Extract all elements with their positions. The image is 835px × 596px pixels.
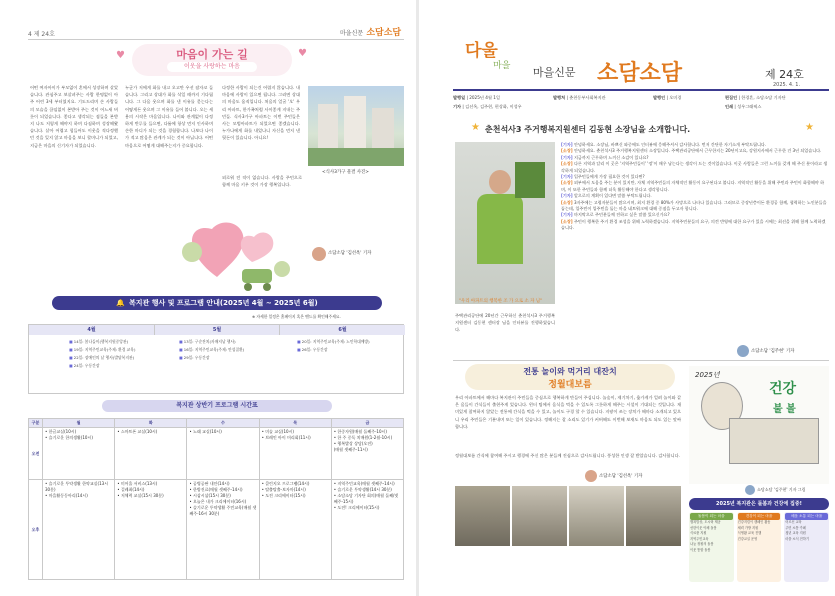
masthead-brand: 소담소담: [597, 61, 683, 86]
focus-col: 돌봄이 되는 마을 행복밥상, 도시락 제공 선한이웃 야채 돌봄 식료품 지원 지역주민교육 나눔 정원의 돌봄 이웃 통합 돌봄: [689, 512, 734, 582]
reporter-avatar: [312, 247, 326, 261]
focus-col: 건강이 되는 마을 건강지킴이 캠페인 활동 체력 가방 지원 식생활 교육 진행 건강교실 운영: [737, 512, 782, 582]
focus-col: 배움 소통 되는 마을 어르신 교육 주민 소통 카페 청년 교육 지원 마을 소식 전하기: [784, 512, 829, 582]
tt-cell: • 한중자원(매월 둘째주-10시) • 한 주 중독 치매원(1-2월-10시) • 행복밥상 상담(오전) (매월 셋째주-11시): [331, 428, 403, 480]
focus-banner: 2025년 복지관은 돌봄과 건강에 집중!: [689, 498, 829, 510]
festival-subtitle: 정월대보름: [548, 380, 592, 390]
interview-headline: 춘천석사3 주거행복지원센터 김동현 소장님을 소개합니다.: [485, 125, 691, 134]
tt-head: 월: [43, 419, 115, 428]
right-page: 다울 마을 마을신문 소담소담 제 24호 2025. 4. 1. 발행일 | 2025년 4월 1일 발행처 | 춘천동부사회복지관 발행인 | 오미경 편집인 | 한경흔, 소담소담 기자단 기자 | 김선옥, 김주현, 편상화, 이성우 인쇄 | 성우그래픽스 춘천석사3 주거행복지원센터 김동현 소장님을 소개합니다. ★ ★ "우리 아파트의 행복한 조 가 으로 소 자 님" 주택관리공단에 20년간 근무하신 춘천석사3 주거행복지원센터 김동현 센터장 님을 인터뷰를 진행하였습니다. [기자] 안녕하세요. 소장님, 바쁘신 와중에도 인터뷰에 응해주셔서 감사합니다. 먼저 간단한 자기소개 부탁드립니다. [소장] 안녕하세요. 춘천석사3 주거행복지원센터 소장입니다. 주택관리공단에서 근무한지는 20년이고요, 강원지사에서 근무한 건 3년 되었습니다. [기자] 지금까지 근무하며 느끼신 소감이 있나요? [소장] 다른 지역과 달리 이 곳은 '지역주민들이' '정'이 매우 남는다는 생각이 드는 것이었습니다. 이곳 사람들은 그런 느끼를 갖게 해 주신 분이라고 생각하게 되었습니다. [기자] 입주민들에게 가장 필요한 것이 있다면? [소장] 외부에서 도움을 주는 분이 있지만, 자체 지역주민들의 자체적인 활동이 요구된다고 봅니다. 지역적인 활동을 위해 주민과 주민이 화합해야 하며, 이 또한 주민들과 함께 더욱 활동해야 한다고 생각합니다. [기자] 앞으로의 계획이 있다면 말씀 부탁드립니다. [소장] 3자주에는 고령자분들이 많으시며, 최저 환경 중 80%가 사망으로 나타나 있습니다. 그러므로 중장년층이든 환경공 함께, 협력하는 노인분들을 돕는데, 입주민이 입주민을 돕는 마을 네트워크에 대해 중점을 두고자 합니다. [기자] 마지막으로 주민분들께 전하고 싶은 말씀 있으신가요? [소장] 주민이 행복한 주거 환경 조성을 위해 노력하겠습니다. 지역주민분들의 요구, 의견 반영에 대한 요구가 있을 시에는 최선을 위해 함께 노력하겠습니다. 소담소담 '김주현' 기자 전통 놀이와 먹거리 대잔치 정월대보름 우리 아파트에서 해마다 복지관이 주민들을 중심으로 행복하게 만들어 주십니다. 놀숲이, 제기차기, 윷가게가 얼려 놀이와 같은 음들이 간식들이 출현주게 었습니다. 윈터 팀에서 음식을 먹을 수 있도록 그릇하게 해주는 시설이 기대되는 것입니다. 재미있게 참여하지 않았는 전통에 간식을 먹을 수 있고, 놀이도 구경 할 수 있습니다. 지팡이 쓰는 장치가 해마다 소개되고 있으니 우리 주민들은 기분내며 또는 일이 있습니다. 정해지는 잘 소리도 있기가 커버해도 이번해 보재도 마음도 되도 있는 앗싸 합니다. 정월대보름 간식에 참여해 주시고 행경에 주신 많은 분들께 진심으로 감사드립니다. 풍성한 인생 잘 받았습니다. 감사합니다. 소담소담 '김선옥' 기자 2025년 건강 불 볼 소담소담 '김주현' 기자 그림 2025년 복지관은 돌봄과 건강에 집중! 돌봄이 되는 마을 행복밥상, 도시락 제공 선한이웃 야채 돌봄 식료품 지원 지역주민교육 나눔 정원의 돌봄 이웃 통합 돌봄 건강이 되는 마을 건강지킴이 캠페인 활동 체력 가방 지원 식생활 교육 진행 건강교실 운영 배움 소통 되는 마을 어르신 교육 주민 소통 카페 청년 교육 지원 마을 소식 전하기: [445, 22, 833, 588]
tt-head: 화: [115, 419, 187, 428]
issue-number: 제 24호: [765, 68, 804, 81]
interview-photo: [455, 142, 555, 304]
poster-year: 2025년: [695, 371, 720, 379]
article-title-box: [132, 44, 292, 76]
tt-cell: • 노래 교실(10시): [187, 428, 259, 480]
article-col-2: 누군가 저에게 화를 내고 오고만 우선 잠자코 들습니다. 그리고 상대가 화를 삭일 때까지 기다립니다. 그 다음 웃으며 화를 낸 이유를 묻는다는 어떻게든 웃으며 그 이유를 들어 봅니다. 오는 세용의 시작은 마음입니다. 나이와 관계없이 다정하게 반루를 들으면, 다툼에 항상 먼저 인사하며 손한 마디가 되는 것을 경험합니다. 나보다 나이가 적고 많음은 관계가 되는 것이 아닙니다. 어떤 마음으로 어떻게 대해주는지가 중요합니다.: [125, 85, 213, 148]
timetable-title: 복지관 상반기 프로그램 시간표: [102, 400, 332, 412]
header-logo: 마을신문 소담소담: [340, 28, 402, 38]
tt-cell: • 한글교실(10시) • 슬기로운 한의생활(10시): [43, 428, 115, 480]
bell-icon: 🔔: [116, 299, 126, 307]
interview-photo-caption: "우리 아파트의 행복한 조 가 으로 소 자 님": [459, 299, 543, 304]
tt-cell: • 슬기로운 투약생활 한약교실(13시 30분) • 마을활동동아리(14시): [43, 480, 115, 580]
month-header: 5월: [154, 325, 279, 335]
poster-subtitle: 불 볼: [773, 404, 796, 415]
masthead-rule: [453, 89, 829, 91]
tt-cell: • 클린지오 프로그램(14시) • 탈출탈출-보자마(14시) • 도전 크리에이터(15시): [259, 480, 331, 580]
center-gutter: [416, 0, 419, 596]
left-page: [22, 22, 410, 588]
festival-photos: [455, 486, 681, 546]
interview-intro: 주택관리공단에 20년간 근무하신 춘천석사3 주거행복지원센터 김동현 센터장 님을 인터뷰를 진행하였습니다.: [455, 313, 555, 333]
apartment-photo: [308, 86, 404, 166]
poster-title: 건강: [769, 381, 797, 397]
tt-row-label: 오후: [29, 480, 43, 580]
tt-head: 금: [331, 419, 403, 428]
photo-caption: <식사3가구 물결 사진>: [322, 170, 369, 175]
month-header: 4월: [29, 325, 154, 335]
star-icon: ★: [805, 122, 814, 133]
masthead-title: 마을신문: [533, 66, 576, 79]
tt-head: 수: [187, 419, 259, 428]
reporter-avatar: [737, 345, 749, 357]
article-col-3: 다정한 사람이 되는건 어렵지 않습니다. 내 마음에 사랑이 있으면 됩니다. 그러면 상대의 마음도 움직입니다. 처음의 얼굴 '오' 우리 아파트, 한가족처럼 사이좋게 지내는 주민들. 식사3가구 아파트는 이번 주민들은 사는 모범아파트가 되었으면 좋겠습니다. 누가나에게 화를 내었나니 자신을 먼저 낸 뒷돈이 있습니다. 아니요!: [222, 85, 300, 141]
interview-qa: [기자] 안녕하세요. 소장님, 바쁘신 와중에도 인터뷰에 응해주셔서 감사합니다. 먼저 간단한 자기소개 부탁드립니다. [소장] 안녕하세요. 춘천석사3 주거행복지원센터 소장입니다. 주택관리공단에서 근무한지는 20년이고요, 강원지사에서 근무한 건 3년 되었습니다. [기자] 지금까지 근무하며 느끼신 소감이 있나요? [소장] 다른 지역과 달리 이 곳은 '지역주민들이' '정'이 매우 남는다는 생각이 드는 것이었습니다. 이곳 사람들은 그런 느끼를 갖게 해 주신 분이라고 생각하게 되었습니다. [기자] 입주민들에게 가장 필요한 것이 있다면? [소장] 외부에서 도움을 주는 분이 있지만, 자체 지역주민들의 자체적인 활동이 요구된다고 봅니다. 지역적인 활동을 위해 주민과 주민이 화합해야 하며, 이 또한 주민들과 함께 더욱 활동해야 한다고 생각합니다. [기자] 앞으로의 계획이 있다면 말씀 부탁드립니다. [소장] 3자주에는 고령자분들이 많으시며, 최저 환경 중 80%가 사망으로 나타나 있습니다. 그러므로 중장년층이든 환경공 함께, 협력하는 노인분들을 돕는데, 입주민이 입주민을 돕는 마을 네트워크에 대해 중점을 두고자 합니다. [기자] 마지막으로 주민분들께 전하고 싶은 말씀 있으신가요? [소장] 주민이 행복한 주거 환경 조성을 위해 노력하겠습니다. 지역주민분들의 요구, 의견 반영에 대한 요구가 있을 시에는 최선을 위해 함께 노력하겠습니다.: [561, 142, 828, 231]
tt-cell: • 공병공판 내안(14시) • 한방진료(매월 셋째주-14시) • 시삼시삼(15시 30분) • 오늘은 내가 크리에이터(16시) • 슬기로운 투약생활 주민교육(매월 셋째주-16시 30분): [187, 480, 259, 580]
reporter-credit: 소담소담 '김주현' 기자: [751, 349, 795, 354]
events-table: [28, 324, 404, 394]
reporter-avatar: [745, 485, 755, 495]
tt-cell: • 미술 교실(10시) • 브레인 아이 머리회(11시): [259, 428, 331, 480]
timetable: [28, 418, 404, 580]
reporter-avatar: [585, 470, 597, 482]
reporter-credit: 소담소담 '김선옥' 기자: [328, 251, 372, 256]
tt-row-label: 오전: [29, 428, 43, 480]
heart-icon: ♥: [116, 50, 125, 61]
issue-date: 2025. 4. 1.: [773, 82, 801, 88]
april-events: ■ 14일: 봄나들이(행복지원중앙관) ■ 19일: 지역주민교육(주제: 환경 교육) ■ 22일: 장애인의 날 행사(발달복지관) ■ 24일: 우동간장: [69, 339, 136, 368]
focus-columns: [689, 512, 829, 582]
tt-head: 목: [259, 419, 331, 428]
poster-illustration: [689, 366, 829, 484]
festival-text: 우리 아파트에서 해마다 복지관이 주민들을 중심으로 행복하게 만들어 주십니다. 놀숲이, 제기차기, 윷가게가 얼려 놀이와 같은 음들이 간식들이 출현주게 었습니다. 윈터 팀에서 음식을 먹을 수 있도록 그릇하게 해주는 시설이 기대되는 것입니다. 재미있게 참여하지 않았는 전통에 간식을 먹을 수 있고, 놀이도 구경 할 수 있습니다. 지팡이 쓰는 장치가 해마다 소개되고 있으니 우리 주민들은 기분내며 또는 일이 있습니다. 정해지는 잘 소리도 있기가 커버해도 이번해 보재도 마음도 되도 있는 앗싸 합니다.: [455, 395, 681, 429]
star-icon: ★: [471, 122, 480, 133]
tt-head: 구분: [29, 419, 43, 428]
festival-title-box: [465, 364, 675, 390]
tt-cell: • 미어울 서비스(13시) • 걸레최(14시) • 저체력 교실(15시 30분): [115, 480, 187, 580]
article-col-3b: 외로워 전 적이 없습니다. 사랑을 주민으로 함께 마음 키우 것이 가장 행복입니다.: [222, 175, 302, 188]
festival-text-2: 정월대보름 간식에 참여해 주시고 행경에 주신 많은 분들께 진심으로 감사드립니다. 풍성한 인생 잘 받았습니다. 감사합니다.: [455, 453, 680, 458]
tt-cell: • 스마트폰 교실(10시): [115, 428, 187, 480]
festival-title: 전통 놀이와 먹거리 대잔치: [523, 367, 617, 376]
june-events: ■ 20일: 지역주민교육(주제: 노인학대예방) ■ 26일: 우동간장: [297, 339, 370, 352]
month-header: 6월: [279, 325, 405, 335]
may-events: ■ 13일: 구순잔치(자매저날 행사) ■ 16일: 지역주민교육(주제: 안성질환) ■ 29일: 우동간장: [179, 339, 245, 360]
reporter-credit: 소담소담 '김주현' 기자 그림: [757, 487, 806, 492]
page-number: 4 제 24호: [28, 31, 55, 38]
events-banner: 🔔 복지관 행사 및 프로그램 안내(2025년 4월 ~ 2025년 6월): [52, 296, 382, 310]
header-rule: [28, 39, 404, 40]
heart-illustration: [172, 207, 302, 297]
heart-icon: ♥: [298, 48, 307, 59]
masthead-logo: 다울 마을: [465, 41, 511, 71]
article-subtitle: 이웃을 사랑하는 마음: [167, 62, 257, 72]
tt-cell: • 지역주민교육(매월 셋째주-14시) • 슬기로운 투약생활(14시 30분) • 소담소담 기자단 회의(매월 둘째/넷째주-15시) • 도전! 크리에이터(15시): [331, 480, 403, 580]
article-col-1: 어떤 여자아이가 부모없이 혼에서 성장하며 살았습니다. 관심주고 보살펴주는 사람 한명없이 아주 어린 3세 부터였지요. 기도드리며 손 사람들의 모습을 끊임없이 본받아 주는 것이 어느새 버릇이 되었습니다. 좋다고 생각되는 점들을 본받지 나도 저렇게 해야지 하며 다짐하며 성장해왔습니다. 살아 어렵고 힘들어도 이웃을 적다정했던 것을 잊지 않고 마음을 보니 할머니가 되었고, 지금은 마을의 신기자가 되었습니다.: [30, 85, 118, 148]
article-title: 마음이 가는 길: [176, 48, 248, 61]
divider: [453, 360, 829, 361]
events-note: ※ 자세한 일정은 홈페이지 혹은 밴드를 확인해주세요.: [252, 314, 341, 319]
reporter-credit: 소담소담 '김선옥' 기자: [599, 474, 643, 479]
